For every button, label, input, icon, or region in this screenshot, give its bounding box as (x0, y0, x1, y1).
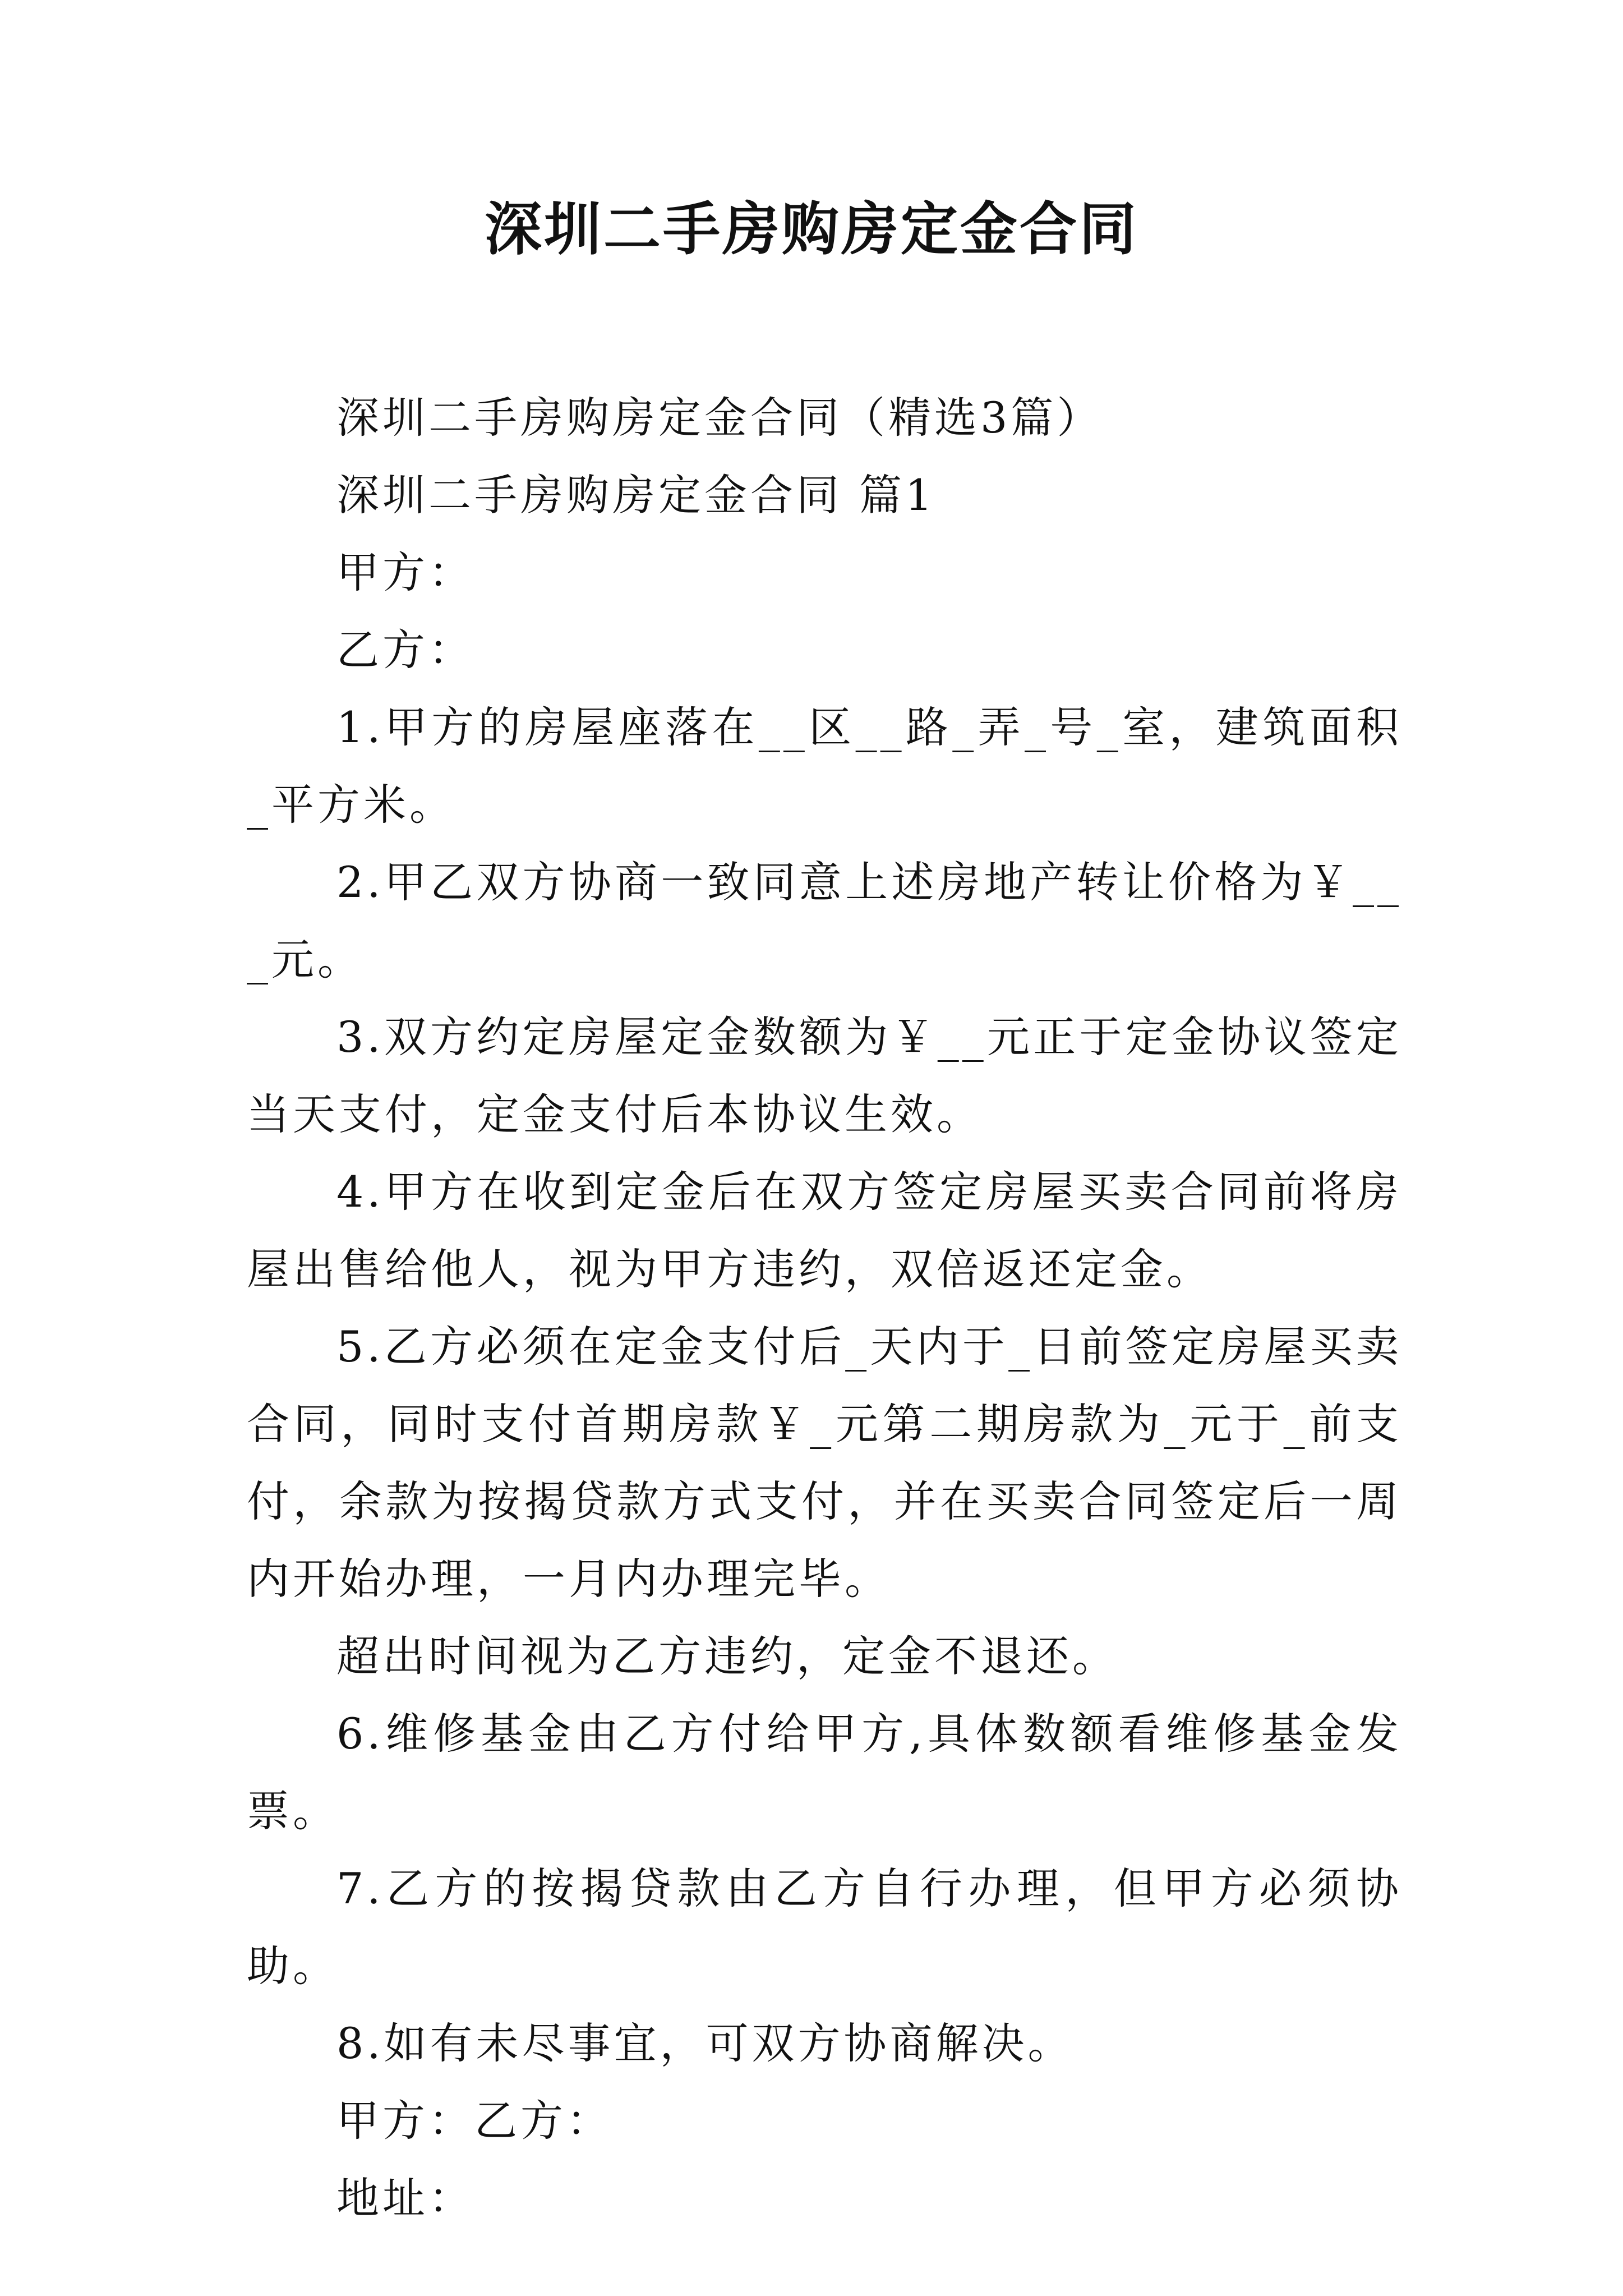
clause-5: 5.乙方必须在定金支付后_天内于_日前签定房屋买卖合同，同时支付首期房款￥_元第二期房款为_元于_前支付，余款为按揭贷款方式支付，并在买卖合同签定后一周内开始办理，一月内办理完毕。 (247, 1322, 1402, 1604)
document-title: 深圳二手房购房定金合同 (485, 196, 1138, 263)
clause-1: 1.甲方的房屋座落在__区__路_弄_号_室，建筑面积_平方米。 (247, 702, 1402, 830)
clause-3: 3.双方约定房屋定金数额为￥__元正于定金协议签定当天支付，定金支付后本协议生效。 (247, 1012, 1402, 1139)
clause-5-note: 超出时间视为乙方违约，定金不退还。 (336, 1631, 1118, 1681)
clause-4: 4.甲方在收到定金后在双方签定房屋买卖合同前将房屋出售给他人，视为甲方违约，双倍返还定金。 (247, 1167, 1402, 1294)
signature-parties: 甲方：乙方： (336, 2096, 612, 2146)
clause-2: 2.甲乙双方协商一致同意上述房地产转让价格为￥___元。 (247, 857, 1402, 984)
clause-8: 8.如有未尽事宜，可双方协商解决。 (336, 2018, 1074, 2068)
address-line: 地址： (336, 2173, 474, 2223)
document-body (247, 379, 1402, 2237)
party-a-line: 甲方： (336, 547, 474, 597)
subtitle-line: 深圳二手房购房定金合同（精选3篇） (336, 393, 1103, 443)
clause-6: 6.维修基金由乙方付给甲方,具体数额看维修基金发票。 (247, 1709, 1402, 1836)
section-heading: 深圳二手房购房定金合同 篇1 (336, 470, 936, 520)
clause-7: 7.乙方的按揭贷款由乙方自行办理，但甲方必须协助。 (247, 1864, 1402, 1991)
party-b-line: 乙方： (336, 625, 474, 675)
